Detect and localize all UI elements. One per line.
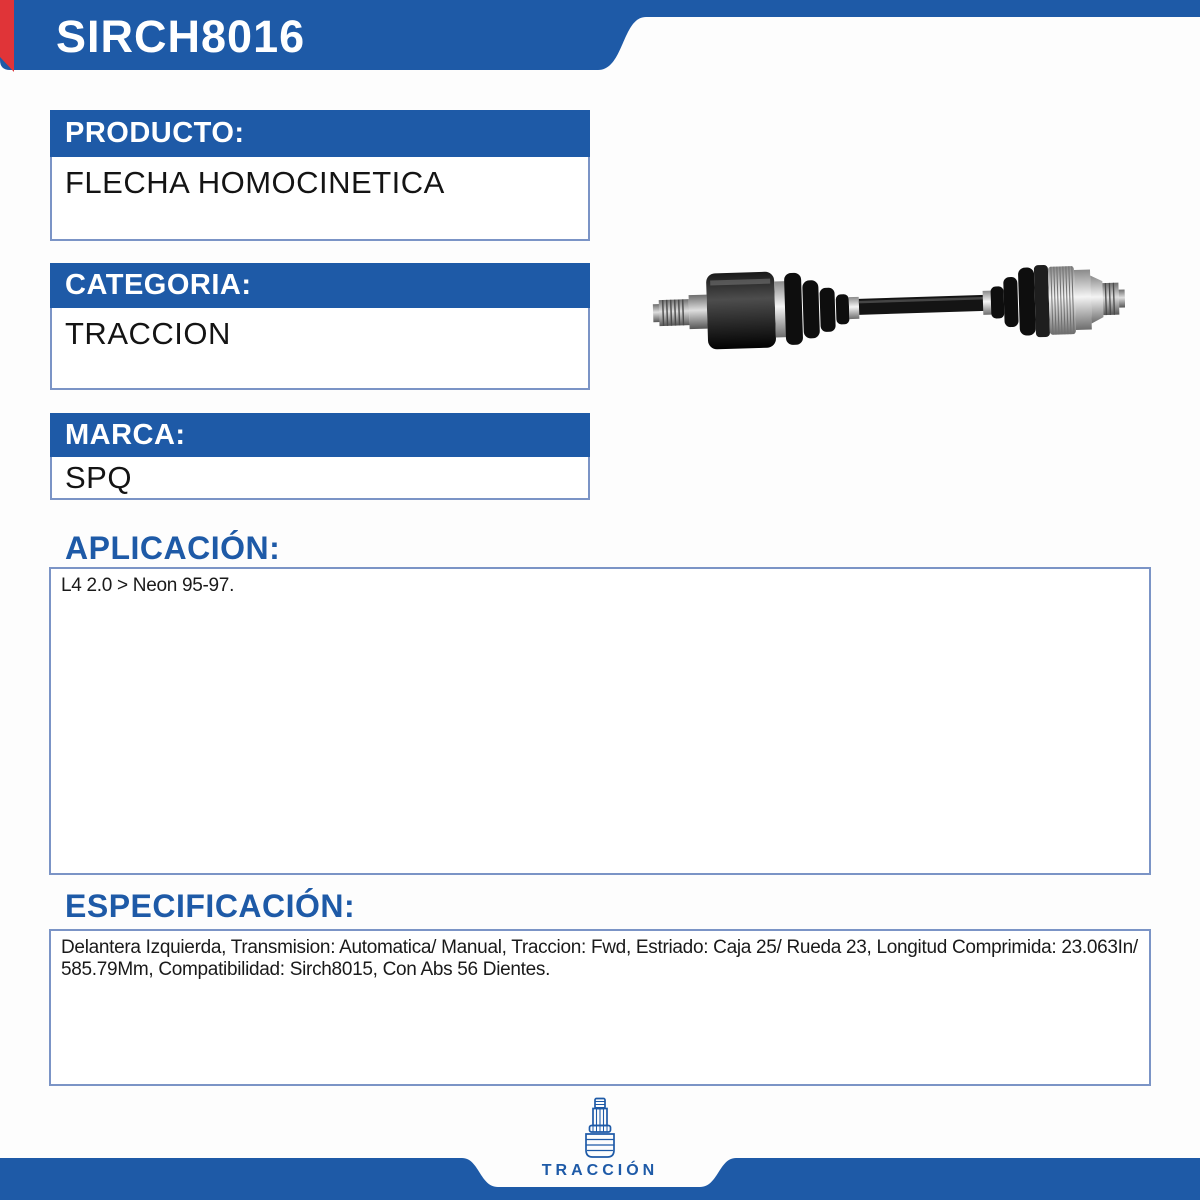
- categoria-box: [50, 263, 590, 390]
- especificacion-title: ESPECIFICACIÓN:: [65, 888, 356, 924]
- especificacion-content: Delantera Izquierda, Transmision: Automatica/ Manual, Traccion: Fwd, Estriado: Caja 25/ Rueda 23, Longitud Comprimida: 23.063In/ 585.79Mm, Compatibilidad: Sirch8015, Con Abs 56 Dientes.: [61, 937, 1138, 981]
- cv-joint-icon: [581, 1097, 619, 1161]
- marca-box: [50, 413, 590, 500]
- product-photo: [645, 240, 1125, 370]
- product-code-title: SIRCH8016: [56, 11, 306, 62]
- categoria-label: CATEGORIA:: [50, 263, 590, 308]
- aplicacion-box: [49, 567, 1151, 875]
- especificacion-box: [49, 929, 1151, 1086]
- aplicacion-content: L4 2.0 > Neon 95-97.: [61, 575, 235, 596]
- producto-value: FLECHA HOMOCINETICA: [50, 157, 590, 241]
- marca-value: SPQ: [50, 457, 590, 500]
- categoria-value: TRACCION: [50, 308, 590, 390]
- footer-category-label: TRACCIÓN: [541, 1162, 659, 1179]
- marca-label: MARCA:: [50, 413, 590, 457]
- producto-label: PRODUCTO:: [50, 110, 590, 157]
- producto-box: [50, 110, 590, 241]
- aplicacion-title: APLICACIÓN:: [65, 530, 281, 566]
